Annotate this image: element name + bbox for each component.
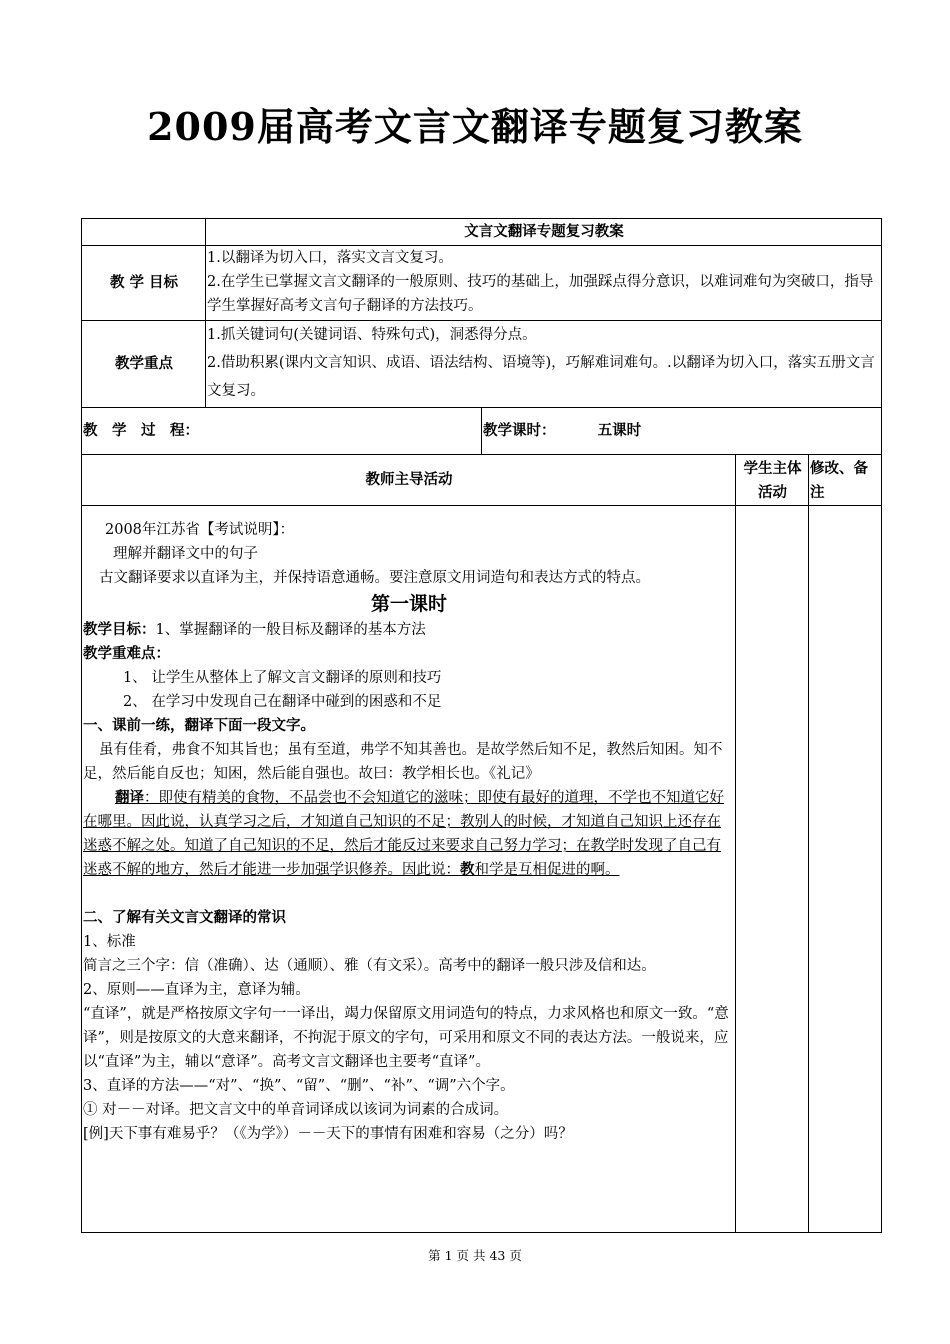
translation-end: 和学是互相促进的啊。 — [474, 862, 620, 878]
focus-content — [206, 321, 882, 408]
difficulty-item: 2、 在学习中发现自己在翻译中碰到的困惑和不足 — [123, 694, 442, 710]
goal-label: 教 学 目标 — [82, 246, 206, 321]
translation-text: ：即使有精美的食物，不品尝也不会知道它的滋味；即使有最好的道理，不学也不知道它好在哪里。因此说，认真学习之后，才知道自己知识的不足；教别人的时候，才知道自己知识上还存在迷惑不解之处。知道了自己知识的不足，然后才能反过来要求自己努力学习；在教学时发现了自己有迷惑不解的地方，然后才能进一步加强学识修养。因此说： — [83, 790, 724, 878]
difficulty-label: 教学重难点： — [83, 645, 170, 662]
example-item: [例]天下事有难易乎？（《为学》）－－天下的事情有困难和容易（之分）吗？ — [83, 1126, 573, 1142]
teacher-activity-content — [82, 506, 736, 1233]
translation-label: 翻译 — [115, 789, 144, 806]
focus-line: 1.抓关键词句(关键词语、特殊句式)，洞悉得分点。 — [207, 327, 537, 343]
lesson-goal — [83, 618, 735, 642]
goal-content — [206, 246, 882, 321]
lesson-goal-text: 1、掌握翻译的一般目标及翻译的基本方法 — [155, 622, 426, 638]
goal-line: 2.在学生已掌握文言文翻译的一般原则、技巧的基础上，加强踩点得分意识，以难词难句为突破口，指导学生掌握好高考文言句子翻译的方法技巧。 — [207, 274, 874, 314]
standard-text: 简言之三个字：信（准确）、达（通顺）、雅（有文采）。高考中的翻译一般只涉及信和达。 — [83, 958, 656, 974]
method-heading: 3、直译的方法——“对”、“换”、“留”、“删”、“补”、“调”六个字。 — [83, 1078, 515, 1094]
notes-content — [809, 506, 882, 1233]
exam-line: 理解并翻译文中的句子 — [113, 546, 258, 562]
goal-line: 1.以翻译为切入口，落实文言文复习。 — [207, 250, 453, 266]
process-label: 教 学 过 程： — [82, 408, 482, 455]
table-header-title: 文言文翻译专题复习教案 — [206, 219, 882, 246]
principle-text: “直译”，就是严格按原文字句一一译出，竭力保留原文用词造句的特点，力求风格也和原文一致。“意译”，则是按原文的大意来翻译，不拘泥于原文的字句，可采用和原文不同的表达方法。一般说来，应以“直译”为主，辅以“意译”。高考文言文翻译也主要考“直译”。 — [83, 1006, 729, 1070]
student-activity-header: 学生主体活动 — [736, 455, 809, 506]
section-1-title: 一、课前一练，翻译下面一段文字。 — [83, 717, 315, 734]
teacher-activity-header: 教师主导活动 — [82, 455, 736, 506]
method-item: ① 对－－对译。把文言文中的单音词译成以该词为词素的合成词。 — [83, 1102, 509, 1118]
translation-bold: 教 — [460, 861, 475, 878]
hours-value: 五课时 — [597, 422, 642, 439]
hours-label: 教学课时： — [483, 422, 556, 439]
student-activity-content — [736, 506, 809, 1233]
lesson-plan-table — [81, 218, 882, 1233]
classical-text: 虽有佳肴，弗食不知其旨也；虽有至道，弗学不知其善也。是故学然后知不足，教然后知困。知不足，然后能自反也；知困，然后能自强也。故曰：教学相长也。《礼记》 — [83, 742, 723, 782]
translation — [83, 786, 735, 882]
lesson-title: 第一课时 — [370, 593, 447, 615]
lesson-goal-label: 教学目标： — [83, 621, 156, 638]
hours-cell — [482, 408, 882, 455]
difficulty-item: 1、 让学生从整体上了解文言文翻译的原则和技巧 — [123, 670, 442, 686]
exam-line: 古文翻译要求以直译为主，并保持语意通畅。要注意原文用词造句和表达方式的特点。 — [99, 570, 650, 586]
focus-line: 2.借助积累(课内文言知识、成语、语法结构、语境等)，巧解难词难句。.以翻译为切入口，落实五册文言文复习。 — [207, 355, 875, 399]
exam-title: 2008年江苏省【考试说明】： — [105, 522, 295, 538]
section-2-title: 二、了解有关文言文翻译的常识 — [83, 909, 286, 926]
spacer — [83, 882, 735, 906]
header-empty-cell — [82, 219, 206, 246]
document-title: 2009届高考文言文翻译专题复习教案 — [147, 104, 803, 149]
notes-header: 修改、备注 — [809, 455, 882, 506]
standard-heading: 1、标准 — [83, 934, 136, 950]
principle-heading: 2、原则——直译为主，意译为辅。 — [83, 982, 310, 998]
page-footer: 第 1 页 共 43 页 — [428, 1248, 522, 1263]
focus-label: 教学重点 — [82, 321, 206, 408]
